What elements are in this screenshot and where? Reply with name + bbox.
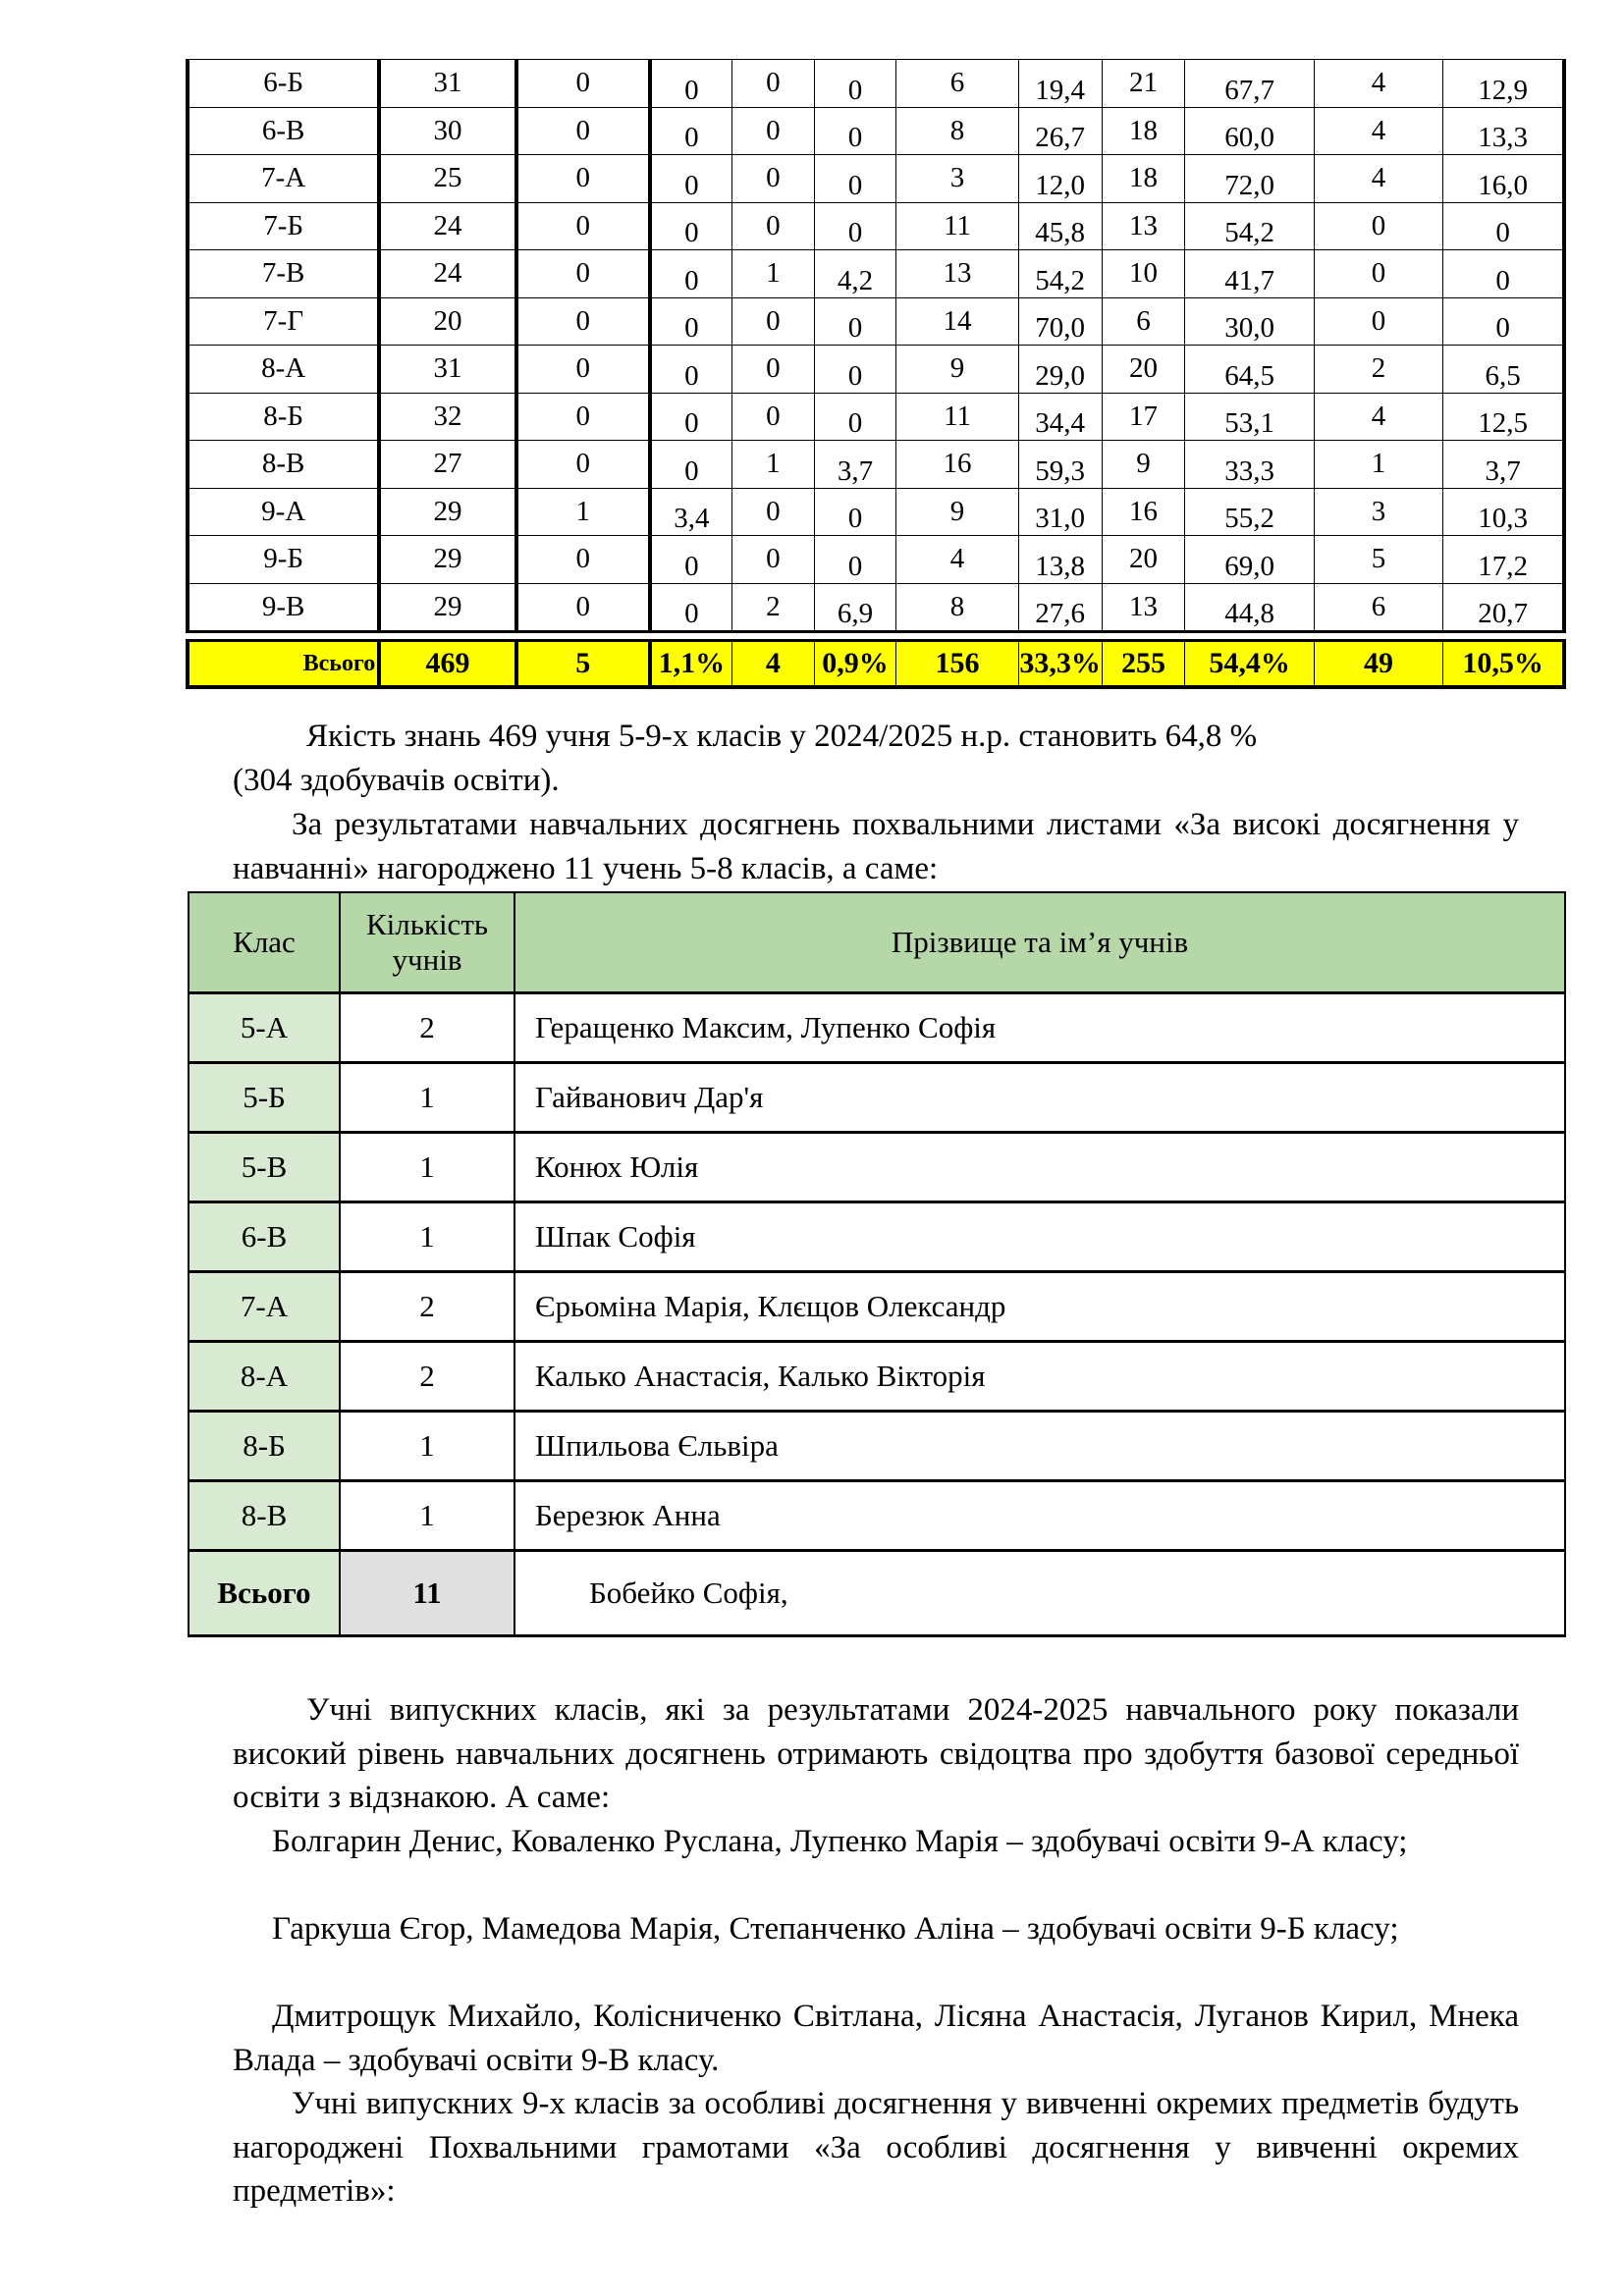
stat-cell: 9 bbox=[896, 488, 1018, 536]
stat-cell: 54,2 bbox=[1018, 250, 1102, 298]
stats-row bbox=[188, 155, 1564, 203]
class-cell: 6-Б bbox=[188, 60, 379, 108]
stat-cell: 70,0 bbox=[1018, 297, 1102, 346]
class-9v-honors-paragraph bbox=[233, 1995, 1519, 2082]
stat-cell: 0 bbox=[516, 250, 650, 298]
stats-row bbox=[188, 202, 1564, 250]
stat-cell: 17,2 bbox=[1443, 536, 1564, 584]
stat-cell: 0 bbox=[731, 488, 814, 536]
stat-cell: 13,8 bbox=[1018, 536, 1102, 584]
stat-cell: 0 bbox=[516, 441, 650, 489]
total-cell: 1,1% bbox=[650, 641, 732, 688]
stats-row bbox=[188, 60, 1564, 108]
stat-cell: 0 bbox=[516, 60, 650, 108]
stat-cell: 13,3 bbox=[1443, 107, 1564, 155]
stat-cell: 53,1 bbox=[1185, 393, 1314, 441]
stat-cell: 6,9 bbox=[814, 583, 896, 632]
stat-cell: 0 bbox=[731, 202, 814, 250]
class-cell: 6-В bbox=[189, 1202, 340, 1272]
stat-cell: 0 bbox=[650, 297, 732, 346]
count-cell: 2 bbox=[340, 1342, 514, 1412]
stat-cell: 0 bbox=[814, 155, 896, 203]
class-9b-honors-text: Гаркуша Єгор, Мамедова Марія, Степанченко Аліна – здобувачі освіти 9-Б класу; bbox=[272, 1911, 1399, 1947]
stat-cell: 0 bbox=[814, 346, 896, 394]
commendation-total-row bbox=[189, 1551, 1565, 1636]
stat-cell: 12,0 bbox=[1018, 155, 1102, 203]
stat-cell: 0 bbox=[650, 60, 732, 108]
stat-cell: 2 bbox=[731, 583, 814, 632]
stat-cell: 4 bbox=[1314, 107, 1442, 155]
stat-cell: 19,4 bbox=[1018, 60, 1102, 108]
knowledge-quality-line1: Якість знань 469 учня 5-9-х класів у 2024/2025 н.р. становить 64,8 % bbox=[306, 719, 1258, 754]
stat-cell: 0 bbox=[650, 107, 732, 155]
stat-cell: 13 bbox=[896, 250, 1018, 298]
stat-cell: 29 bbox=[379, 536, 516, 584]
class-9v-honors-text: Дмитрощук Михайло, Колісниченко Світлана, Лісяна Анастасія, Луганов Кирил, Мнека Влада – здобувачі освіти 9-В класу. bbox=[233, 1999, 1519, 2078]
stat-cell: 0 bbox=[731, 297, 814, 346]
total-label: Всього bbox=[188, 641, 379, 688]
stats-row bbox=[188, 441, 1564, 489]
stat-cell: 0 bbox=[650, 583, 732, 632]
stat-cell: 0 bbox=[1443, 297, 1564, 346]
stat-cell: 0 bbox=[516, 583, 650, 632]
total-cell: 156 bbox=[896, 641, 1018, 688]
class-cell: 8-В bbox=[189, 1481, 340, 1551]
stat-cell: 0 bbox=[1314, 250, 1442, 298]
class-cell: 7-В bbox=[188, 250, 379, 298]
stat-cell: 29 bbox=[379, 488, 516, 536]
stat-cell: 0 bbox=[1314, 202, 1442, 250]
subject-awards-paragraph bbox=[233, 2082, 1519, 2214]
stat-cell: 4 bbox=[1314, 60, 1442, 108]
stat-cell: 0 bbox=[516, 393, 650, 441]
stats-row bbox=[188, 346, 1564, 394]
class-cell: 8-Б bbox=[189, 1412, 340, 1481]
stat-cell: 18 bbox=[1102, 107, 1185, 155]
total-cell: 33,3% bbox=[1018, 641, 1102, 688]
stat-cell: 0 bbox=[731, 536, 814, 584]
stat-cell: 2 bbox=[1314, 346, 1442, 394]
stat-cell: 31,0 bbox=[1018, 488, 1102, 536]
names-cell: Шпильова Єльвіра bbox=[514, 1412, 1565, 1481]
total-count: 11 bbox=[340, 1551, 514, 1636]
stat-cell: 0 bbox=[731, 155, 814, 203]
stat-cell: 31 bbox=[379, 346, 516, 394]
stat-cell: 0 bbox=[814, 488, 896, 536]
stat-cell: 12,5 bbox=[1443, 393, 1564, 441]
stat-cell: 0 bbox=[650, 155, 732, 203]
total-cell: 255 bbox=[1102, 641, 1185, 688]
stats-row bbox=[188, 393, 1564, 441]
total-label: Всього bbox=[189, 1551, 340, 1636]
stat-cell: 16,0 bbox=[1443, 155, 1564, 203]
header-count: Кількість учнів bbox=[340, 892, 514, 993]
class-cell: 8-Б bbox=[188, 393, 379, 441]
class-cell: 5-А bbox=[189, 993, 340, 1063]
names-cell: Конюх Юлія bbox=[514, 1133, 1565, 1202]
table-separator bbox=[188, 632, 1564, 641]
names-cell: Шпак Софія bbox=[514, 1202, 1565, 1272]
stat-cell: 20,7 bbox=[1443, 583, 1564, 632]
stat-cell: 3 bbox=[896, 155, 1018, 203]
stat-cell: 16 bbox=[1102, 488, 1185, 536]
stat-cell: 33,3 bbox=[1185, 441, 1314, 489]
class-9a-honors-text: Болгарин Денис, Коваленко Руслана, Лупенко Марія – здобувачі освіти 9-А класу; bbox=[272, 1824, 1408, 1859]
commendation-table-body bbox=[189, 993, 1565, 1551]
total-cell: 5 bbox=[516, 641, 650, 688]
stat-cell: 0 bbox=[650, 441, 732, 489]
header-class: Клас bbox=[189, 892, 340, 993]
stat-cell: 0 bbox=[650, 250, 732, 298]
knowledge-quality-paragraph bbox=[233, 715, 1519, 802]
stat-cell: 67,7 bbox=[1185, 60, 1314, 108]
stat-cell: 21 bbox=[1102, 60, 1185, 108]
stat-cell: 0 bbox=[731, 346, 814, 394]
total-cell: 10,5% bbox=[1443, 641, 1564, 688]
stat-cell: 13 bbox=[1102, 583, 1185, 632]
total-cell: 54,4% bbox=[1185, 641, 1314, 688]
stat-cell: 0 bbox=[650, 536, 732, 584]
stat-cell: 6 bbox=[896, 60, 1018, 108]
commendation-row bbox=[189, 1272, 1565, 1342]
stat-cell: 31 bbox=[379, 60, 516, 108]
stat-cell: 4 bbox=[1314, 155, 1442, 203]
total-cell: 0,9% bbox=[814, 641, 896, 688]
count-cell: 2 bbox=[340, 1272, 514, 1342]
names-cell: Калько Анастасія, Калько Вікторія bbox=[514, 1342, 1565, 1412]
count-cell: 2 bbox=[340, 993, 514, 1063]
stat-cell: 20 bbox=[1102, 536, 1185, 584]
knowledge-quality-line2: (304 здобувачів освіти). bbox=[233, 762, 560, 798]
stat-cell: 0 bbox=[516, 107, 650, 155]
class-cell: 7-А bbox=[189, 1272, 340, 1342]
stat-cell: 4,2 bbox=[814, 250, 896, 298]
class-cell: 7-Г bbox=[188, 297, 379, 346]
stat-cell: 3,7 bbox=[814, 441, 896, 489]
stat-cell: 5 bbox=[1314, 536, 1442, 584]
stat-cell: 0 bbox=[814, 107, 896, 155]
stat-cell: 0 bbox=[1443, 202, 1564, 250]
commendation-intro-text: За результатами навчальних досягнень похвальними листами «За високі досягнення у навчанні» нагороджено 11 учень 5-8 класів, а саме: bbox=[233, 807, 1519, 886]
names-cell: Березюк Анна bbox=[514, 1481, 1565, 1551]
stat-cell: 0 bbox=[731, 393, 814, 441]
stats-row bbox=[188, 488, 1564, 536]
stat-cell: 30 bbox=[379, 107, 516, 155]
stat-cell: 26,7 bbox=[1018, 107, 1102, 155]
stat-cell: 64,5 bbox=[1185, 346, 1314, 394]
stat-cell: 11 bbox=[896, 202, 1018, 250]
stat-cell: 24 bbox=[379, 250, 516, 298]
commendation-intro-paragraph bbox=[233, 803, 1519, 890]
stat-cell: 20 bbox=[379, 297, 516, 346]
stat-cell: 6,5 bbox=[1443, 346, 1564, 394]
class-cell: 6-В bbox=[188, 107, 379, 155]
class-cell: 9-В bbox=[188, 583, 379, 632]
stat-cell: 25 bbox=[379, 155, 516, 203]
stat-cell: 0 bbox=[516, 155, 650, 203]
stats-total-row bbox=[188, 641, 1564, 688]
commendation-table bbox=[188, 891, 1566, 1637]
commendation-row bbox=[189, 1063, 1565, 1133]
stat-cell: 17 bbox=[1102, 393, 1185, 441]
stat-cell: 14 bbox=[896, 297, 1018, 346]
stat-cell: 30,0 bbox=[1185, 297, 1314, 346]
stat-cell: 3 bbox=[1314, 488, 1442, 536]
stat-cell: 54,2 bbox=[1185, 202, 1314, 250]
stat-cell: 55,2 bbox=[1185, 488, 1314, 536]
stat-cell: 10 bbox=[1102, 250, 1185, 298]
class-cell: 7-А bbox=[188, 155, 379, 203]
total-cell: 469 bbox=[379, 641, 516, 688]
stat-cell: 20 bbox=[1102, 346, 1185, 394]
stat-cell: 4 bbox=[1314, 393, 1442, 441]
stat-cell: 0 bbox=[731, 60, 814, 108]
count-cell: 1 bbox=[340, 1202, 514, 1272]
stat-cell: 1 bbox=[731, 250, 814, 298]
stat-cell: 0 bbox=[814, 297, 896, 346]
header-names: Прізвище та ім’я учнів bbox=[514, 892, 1565, 993]
total-cell: 49 bbox=[1314, 641, 1442, 688]
commendation-row bbox=[189, 1133, 1565, 1202]
stat-cell: 0 bbox=[516, 536, 650, 584]
stat-cell: 0 bbox=[1443, 250, 1564, 298]
stat-cell: 12,9 bbox=[1443, 60, 1564, 108]
stat-cell: 3,4 bbox=[650, 488, 732, 536]
stat-cell: 4 bbox=[896, 536, 1018, 584]
stat-cell: 0 bbox=[650, 393, 732, 441]
stat-cell: 0 bbox=[814, 60, 896, 108]
stat-cell: 0 bbox=[1314, 297, 1442, 346]
stat-cell: 0 bbox=[650, 202, 732, 250]
names-cell: Геращенко Максим, Лупенко Софія bbox=[514, 993, 1565, 1063]
class-cell: 7-Б bbox=[188, 202, 379, 250]
class-cell: 5-Б bbox=[189, 1063, 340, 1133]
stat-cell: 18 bbox=[1102, 155, 1185, 203]
stat-cell: 9 bbox=[896, 346, 1018, 394]
stat-cell: 29 bbox=[379, 583, 516, 632]
commendation-row bbox=[189, 1202, 1565, 1272]
stat-cell: 0 bbox=[650, 346, 732, 394]
stat-cell: 1 bbox=[516, 488, 650, 536]
stat-cell: 59,3 bbox=[1018, 441, 1102, 489]
commendation-row bbox=[189, 1342, 1565, 1412]
stat-cell: 0 bbox=[814, 202, 896, 250]
stat-cell: 6 bbox=[1102, 297, 1185, 346]
stat-cell: 29,0 bbox=[1018, 346, 1102, 394]
honors-certificate-paragraph bbox=[233, 1688, 1519, 1820]
stat-cell: 16 bbox=[896, 441, 1018, 489]
stat-cell: 1 bbox=[731, 441, 814, 489]
stat-cell: 0 bbox=[516, 346, 650, 394]
subject-awards-text: Учні випускних 9-х класів за особливі досягнення у вивченні окремих предметів будуть нагороджені Похвальними грамотами «За особливі досягнення у вивченні окремих предметів»: bbox=[233, 2086, 1519, 2209]
stat-cell: 69,0 bbox=[1185, 536, 1314, 584]
stat-cell: 27,6 bbox=[1018, 583, 1102, 632]
stat-cell: 1 bbox=[1314, 441, 1442, 489]
class-cell: 8-В bbox=[188, 441, 379, 489]
stat-cell: 13 bbox=[1102, 202, 1185, 250]
stat-cell: 72,0 bbox=[1185, 155, 1314, 203]
stat-cell: 11 bbox=[896, 393, 1018, 441]
stat-cell: 32 bbox=[379, 393, 516, 441]
total-cell: 4 bbox=[731, 641, 814, 688]
honors-certificate-text: Учні випускних класів, які за результатами 2024-2025 навчального року показали високий рівень навчальних досягнень отримають свідоцтва про здобуття базової середньої освіти з відзнакою. А саме: bbox=[233, 1692, 1519, 1815]
stat-cell: 3,7 bbox=[1443, 441, 1564, 489]
count-cell: 1 bbox=[340, 1133, 514, 1202]
count-cell: 1 bbox=[340, 1063, 514, 1133]
class-cell: 8-А bbox=[188, 346, 379, 394]
stat-cell: 0 bbox=[731, 107, 814, 155]
class-cell: 9-Б bbox=[188, 536, 379, 584]
commendation-row bbox=[189, 1481, 1565, 1551]
stat-cell: 8 bbox=[896, 107, 1018, 155]
stat-cell: 44,8 bbox=[1185, 583, 1314, 632]
stat-cell: 0 bbox=[516, 202, 650, 250]
stat-cell: 0 bbox=[516, 297, 650, 346]
commendation-table-header bbox=[189, 892, 1565, 993]
separator-cell bbox=[188, 632, 1564, 641]
class-cell: 9-А bbox=[188, 488, 379, 536]
stat-cell: 9 bbox=[1102, 441, 1185, 489]
class-cell: 5-В bbox=[189, 1133, 340, 1202]
names-cell: Гайванович Дар'я bbox=[514, 1063, 1565, 1133]
commendation-row bbox=[189, 1412, 1565, 1481]
count-cell: 1 bbox=[340, 1412, 514, 1481]
stat-cell: 41,7 bbox=[1185, 250, 1314, 298]
stat-cell: 6 bbox=[1314, 583, 1442, 632]
stat-cell: 8 bbox=[896, 583, 1018, 632]
stats-row bbox=[188, 107, 1564, 155]
stat-cell: 24 bbox=[379, 202, 516, 250]
stats-row bbox=[188, 583, 1564, 632]
stat-cell: 45,8 bbox=[1018, 202, 1102, 250]
stat-cell: 34,4 bbox=[1018, 393, 1102, 441]
stat-cell: 27 bbox=[379, 441, 516, 489]
class-cell: 8-А bbox=[189, 1342, 340, 1412]
stat-cell: 10,3 bbox=[1443, 488, 1564, 536]
stat-cell: 60,0 bbox=[1185, 107, 1314, 155]
commendation-row bbox=[189, 993, 1565, 1063]
stats-table-body bbox=[188, 60, 1564, 688]
names-cell: Єрьоміна Марія, Клєщов Олександр bbox=[514, 1272, 1565, 1342]
stats-row bbox=[188, 250, 1564, 298]
stat-cell: 0 bbox=[814, 393, 896, 441]
class-9b-honors-paragraph bbox=[233, 1907, 1519, 1951]
stat-cell: 0 bbox=[814, 536, 896, 584]
total-names: Бобейко Софія, bbox=[514, 1551, 1565, 1636]
achievement-levels-table bbox=[186, 59, 1566, 689]
stats-row bbox=[188, 297, 1564, 346]
stats-row bbox=[188, 536, 1564, 584]
count-cell: 1 bbox=[340, 1481, 514, 1551]
class-9a-honors-paragraph bbox=[233, 1820, 1519, 1864]
